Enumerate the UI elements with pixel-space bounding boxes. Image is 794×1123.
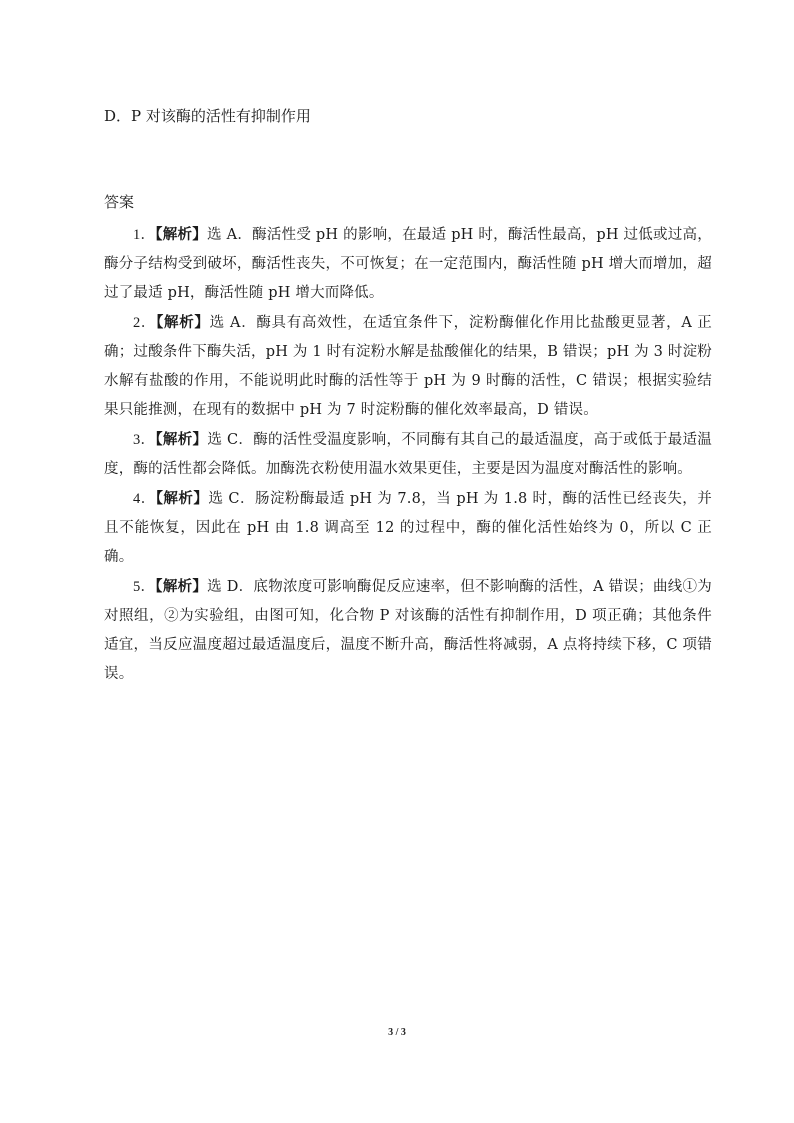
analysis-tag: 【解析】 bbox=[155, 578, 208, 595]
answer-text: 选 A．酶活性受 pH 的影响，在最适 pH 时，酶活性最高，pH 过低或过高，酶分子结构受到破坏，酶活性丧失，不可恢复；在一定范围内，酶活性随 pH 增大而增加，超过了最适 pH，酶活性随 pH 增大而降低。 bbox=[104, 227, 712, 301]
answer-text: 选 C．肠淀粉酶最适 pH 为 7.8，当 pH 为 1.8 时，酶的活性已经丧失，并且不能恢复，因此在 pH 由 1.8 调高至 12 的过程中，酶的催化活性始终为 0，所以 C 正确。 bbox=[104, 491, 712, 565]
answer-list bbox=[104, 220, 712, 689]
answer-number: 4． bbox=[133, 491, 156, 507]
answer-item-4 bbox=[104, 484, 712, 572]
analysis-tag: 【解析】 bbox=[155, 431, 208, 448]
analysis-tag: 【解析】 bbox=[156, 314, 210, 331]
page-number: 3 / 3 bbox=[388, 1027, 406, 1038]
answer-number: 1． bbox=[133, 227, 156, 243]
answer-item-2 bbox=[104, 308, 712, 425]
answer-item-3 bbox=[104, 425, 712, 484]
analysis-tag: 【解析】 bbox=[155, 490, 209, 507]
analysis-tag: 【解析】 bbox=[155, 226, 207, 243]
answer-number: 3． bbox=[133, 432, 156, 448]
answer-text: 选 D．底物浓度可影响酶促反应速率，但不影响酶的活性，A 错误；曲线①为对照组，②为实验组，由图可知，化合物 P 对该酶的活性有抑制作用，D 项正确；其他条件适宜，当反应温度超过最适温度后，温度不断升高，酶活性将减弱，A 点将持续下移，C 项错误。 bbox=[104, 579, 712, 682]
option-d: D．P 对该酶的活性有抑制作用 bbox=[104, 107, 311, 125]
answer-item-5 bbox=[104, 572, 712, 689]
answer-number: 2． bbox=[133, 315, 157, 331]
answer-text: 选 C．酶的活性受温度影响，不同酶有其自己的最适温度，高于或低于最适温度，酶的活性都会降低。加酶洗衣粉使用温水效果更佳，主要是因为温度对酶活性的影响。 bbox=[104, 432, 712, 477]
answer-heading: 答案 bbox=[104, 193, 135, 211]
answer-text: 选 A．酶具有高效性，在适宜条件下，淀粉酶催化作用比盐酸更显著，A 正确；过酸条件下酶失活，pH 为 1 时有淀粉水解是盐酸催化的结果，B 错误；pH 为 3 时淀粉水解有盐酸的作用，不能说明此时酶的活性等于 pH 为 9 时酶的活性，C 错误；根据实验结果只能推测，在现有的数据中 pH 为 7 时淀粉酶的催化效率最高，D 错误。 bbox=[104, 315, 712, 418]
answer-number: 5． bbox=[133, 579, 156, 595]
answer-item-1 bbox=[104, 220, 712, 308]
